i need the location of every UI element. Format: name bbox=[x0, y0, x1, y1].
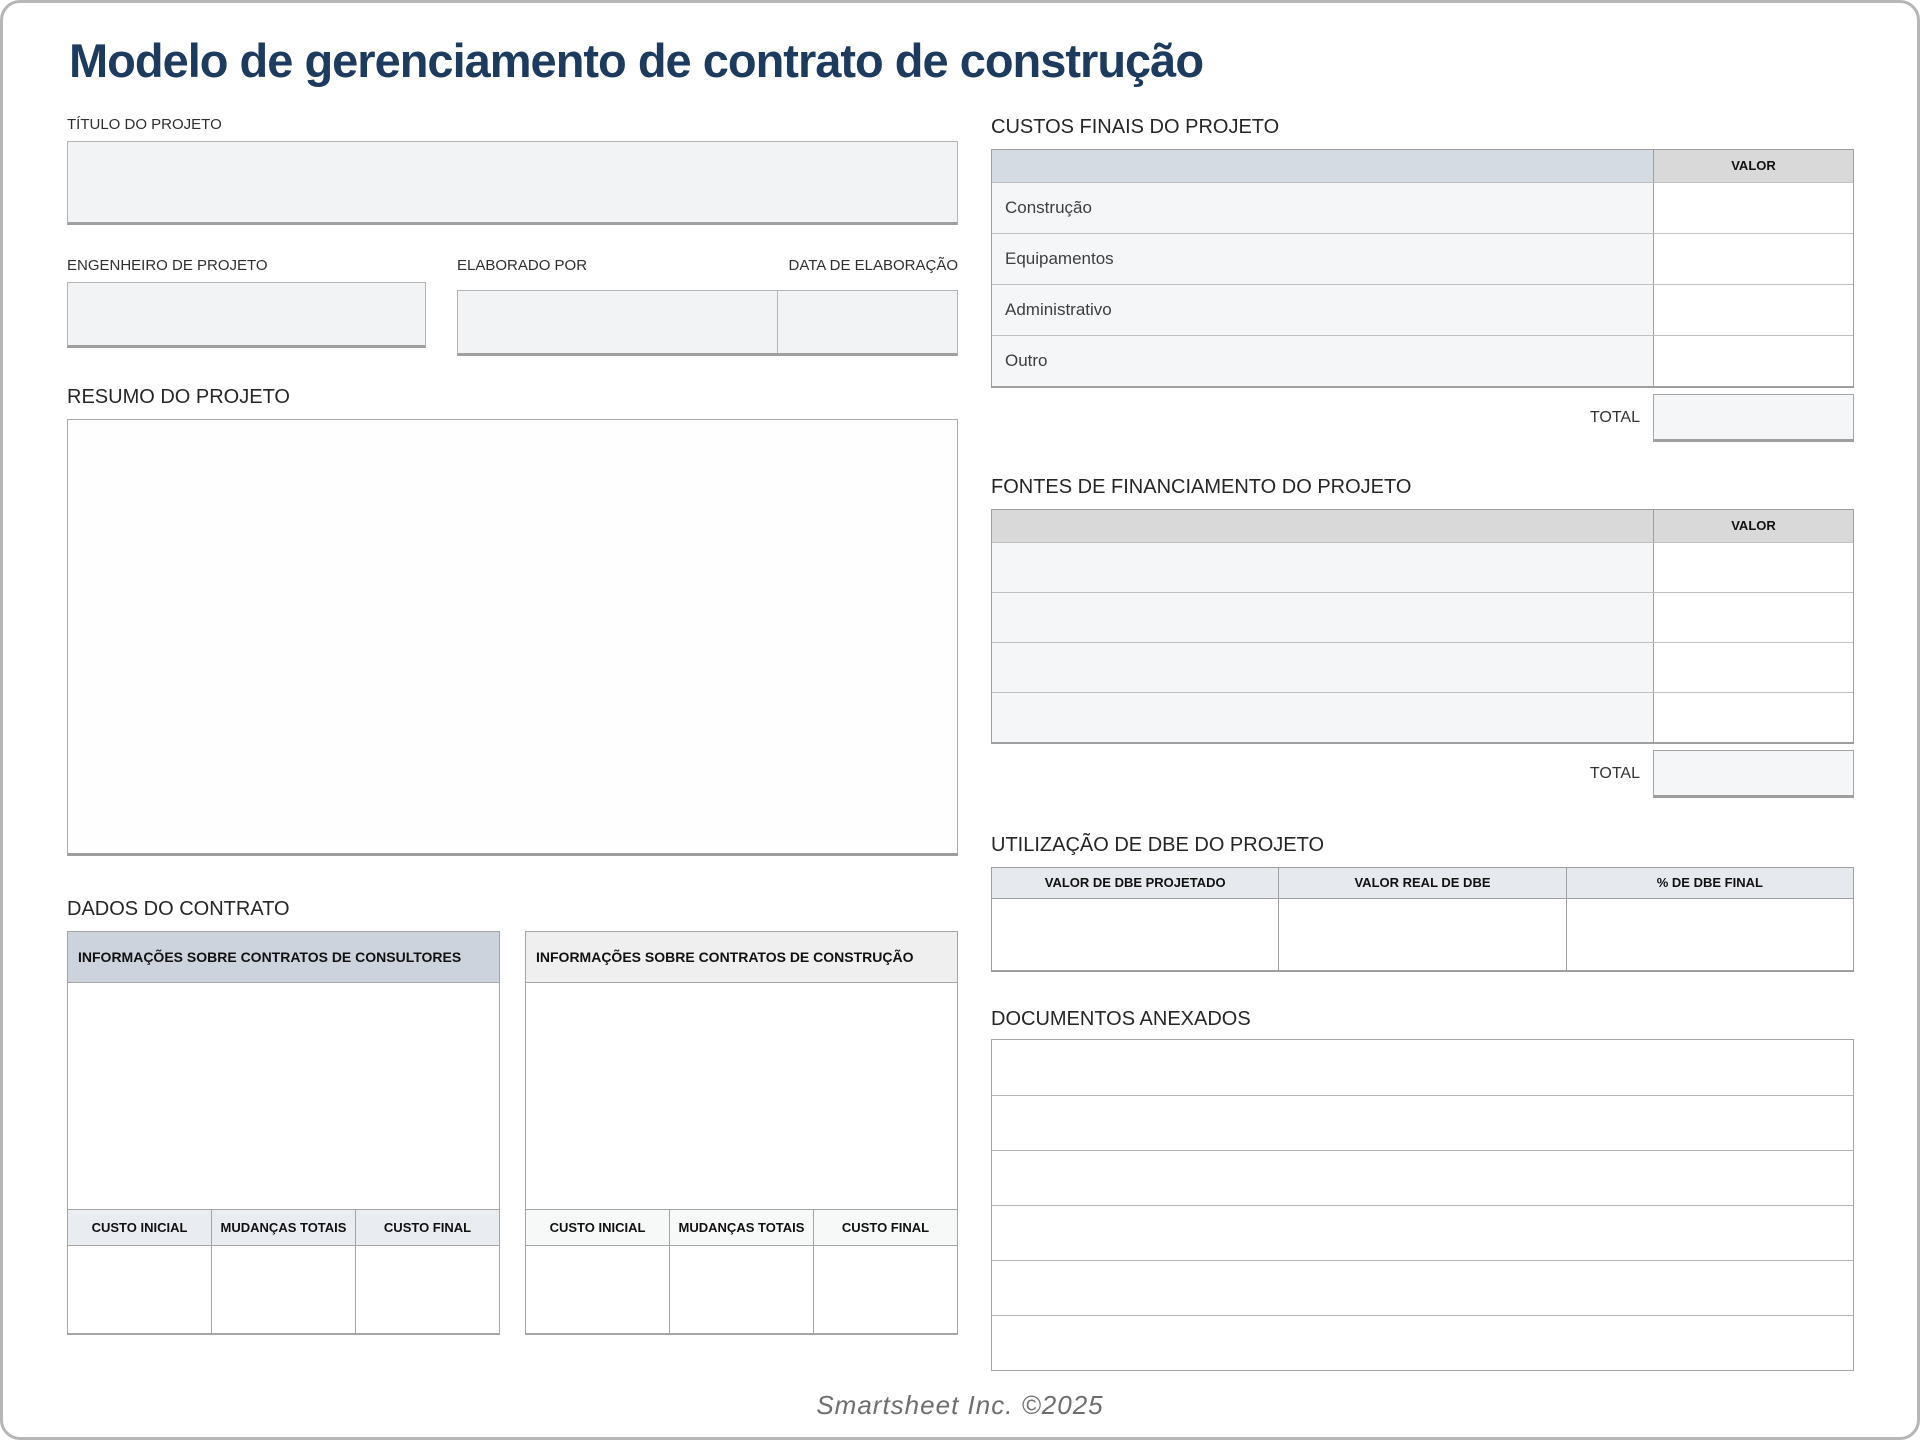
funding-valor-header: VALOR bbox=[1653, 510, 1853, 542]
final-costs-row-label: Administrativo bbox=[992, 285, 1653, 335]
consultant-custo-inicial-cell[interactable] bbox=[68, 1246, 211, 1333]
funding-row bbox=[992, 692, 1853, 742]
engineer-field-group bbox=[67, 257, 426, 356]
funding-source-cell[interactable] bbox=[992, 693, 1653, 742]
construction-notes-field[interactable] bbox=[526, 982, 957, 1209]
final-costs-header-spacer bbox=[992, 150, 1653, 182]
project-title-label: TÍTULO DO PROJETO bbox=[67, 116, 222, 133]
dbe-header-row bbox=[992, 868, 1853, 898]
document-row[interactable] bbox=[992, 1260, 1853, 1315]
final-costs-row-value-cell[interactable] bbox=[1653, 234, 1853, 284]
dbe-table bbox=[991, 867, 1854, 972]
dbe-body-row bbox=[992, 898, 1853, 970]
final-costs-row-equipamentos bbox=[992, 233, 1853, 284]
funding-total-field[interactable] bbox=[1653, 750, 1854, 798]
dbe-projetado-cell[interactable] bbox=[992, 899, 1278, 970]
consultant-col-mudancas-totais: MUDANÇAS TOTAIS bbox=[211, 1210, 355, 1245]
final-costs-label: CUSTOS FINAIS DO PROJETO bbox=[991, 116, 1280, 138]
prepared-date-labels bbox=[457, 257, 958, 282]
funding-source-cell[interactable] bbox=[992, 643, 1653, 692]
contract-subtables bbox=[67, 931, 958, 1335]
meta-field-row bbox=[67, 257, 958, 356]
prepared-by-field[interactable] bbox=[458, 291, 778, 353]
funding-value-cell[interactable] bbox=[1653, 593, 1853, 642]
document-row[interactable] bbox=[992, 1205, 1853, 1260]
page-title: Modelo de gerenciamento de contrato de construção bbox=[69, 34, 1204, 87]
consultant-col-custo-inicial: CUSTO INICIAL bbox=[68, 1210, 211, 1245]
prepared-date-box bbox=[457, 290, 958, 356]
construction-col-custo-inicial: CUSTO INICIAL bbox=[526, 1210, 669, 1245]
funding-table bbox=[991, 509, 1854, 744]
funding-total-row bbox=[991, 750, 1854, 798]
final-costs-row-construcao bbox=[992, 182, 1853, 233]
final-costs-valor-header: VALOR bbox=[1653, 150, 1853, 182]
consultant-custo-final-cell[interactable] bbox=[355, 1246, 499, 1333]
document-row[interactable] bbox=[992, 1040, 1853, 1095]
document-row[interactable] bbox=[992, 1315, 1853, 1370]
project-title-field[interactable] bbox=[67, 141, 958, 225]
funding-value-cell[interactable] bbox=[1653, 543, 1853, 592]
prep-date-label: DATA DE ELABORAÇÃO bbox=[788, 257, 958, 274]
funding-header-spacer bbox=[992, 510, 1653, 542]
funding-label: FONTES DE FINANCIAMENTO DO PROJETO bbox=[991, 476, 1412, 498]
prep-date-field[interactable] bbox=[778, 291, 957, 353]
construction-table-header: INFORMAÇÕES SOBRE CONTRATOS DE CONSTRUÇÃO bbox=[526, 932, 957, 982]
final-costs-header-row bbox=[992, 150, 1853, 182]
construction-col-custo-final: CUSTO FINAL bbox=[813, 1210, 957, 1245]
consultant-contracts-table bbox=[67, 931, 500, 1335]
prepared-by-label: ELABORADO POR bbox=[457, 257, 588, 274]
left-column bbox=[67, 116, 958, 1371]
final-costs-row-value-cell[interactable] bbox=[1653, 336, 1853, 386]
consultant-col-custo-final: CUSTO FINAL bbox=[355, 1210, 499, 1245]
construction-cost-cells bbox=[526, 1245, 957, 1333]
consultant-mudancas-totais-cell[interactable] bbox=[211, 1246, 355, 1333]
consultant-notes-field[interactable] bbox=[68, 982, 499, 1209]
construction-custo-final-cell[interactable] bbox=[813, 1246, 957, 1333]
final-costs-row-value-cell[interactable] bbox=[1653, 183, 1853, 233]
final-costs-row-outro bbox=[992, 335, 1853, 386]
funding-row bbox=[992, 642, 1853, 692]
final-costs-row-label: Equipamentos bbox=[992, 234, 1653, 284]
final-costs-row-administrativo bbox=[992, 284, 1853, 335]
construction-col-mudancas-totais: MUDANÇAS TOTAIS bbox=[669, 1210, 813, 1245]
construction-cost-columns bbox=[526, 1209, 957, 1245]
right-column bbox=[991, 116, 1854, 1371]
funding-total-label: TOTAL bbox=[1589, 765, 1640, 782]
construction-contracts-table bbox=[525, 931, 958, 1335]
footer-copyright: Smartsheet Inc. ©2025 bbox=[816, 1390, 1104, 1420]
final-costs-row-label: Outro bbox=[992, 336, 1653, 386]
funding-value-cell[interactable] bbox=[1653, 693, 1853, 742]
contract-data-label: DADOS DO CONTRATO bbox=[67, 898, 290, 920]
final-costs-row-label: Construção bbox=[992, 183, 1653, 233]
dbe-col-projetado-header: VALOR DE DBE PROJETADO bbox=[992, 868, 1278, 898]
construction-custo-inicial-cell[interactable] bbox=[526, 1246, 669, 1333]
dbe-col-pct-header: % DE DBE FINAL bbox=[1566, 868, 1853, 898]
final-costs-row-value-cell[interactable] bbox=[1653, 285, 1853, 335]
page-content bbox=[67, 33, 1854, 1371]
consultant-table-header: INFORMAÇÕES SOBRE CONTRATOS DE CONSULTORES bbox=[68, 932, 499, 982]
final-costs-total-label: TOTAL bbox=[1589, 409, 1640, 426]
construction-mudancas-totais-cell[interactable] bbox=[669, 1246, 813, 1333]
documents-table bbox=[991, 1039, 1854, 1371]
two-column-layout bbox=[67, 116, 1854, 1371]
dbe-real-cell[interactable] bbox=[1278, 899, 1565, 970]
document-row[interactable] bbox=[992, 1095, 1853, 1150]
funding-row bbox=[992, 542, 1853, 592]
engineer-field[interactable] bbox=[67, 282, 426, 348]
dbe-col-real-header: VALOR REAL DE DBE bbox=[1278, 868, 1565, 898]
dbe-label: UTILIZAÇÃO DE DBE DO PROJETO bbox=[991, 834, 1325, 856]
final-costs-total-field[interactable] bbox=[1653, 394, 1854, 442]
final-costs-table bbox=[991, 149, 1854, 388]
funding-source-cell[interactable] bbox=[992, 543, 1653, 592]
consultant-cost-columns bbox=[68, 1209, 499, 1245]
document-row[interactable] bbox=[992, 1150, 1853, 1205]
funding-row bbox=[992, 592, 1853, 642]
summary-label: RESUMO DO PROJETO bbox=[67, 386, 290, 408]
funding-source-cell[interactable] bbox=[992, 593, 1653, 642]
prepared-date-field-group bbox=[457, 257, 958, 356]
engineer-label: ENGENHEIRO DE PROJETO bbox=[67, 257, 268, 274]
summary-field[interactable] bbox=[67, 419, 958, 856]
dbe-pct-cell[interactable] bbox=[1566, 899, 1853, 970]
documents-label: DOCUMENTOS ANEXADOS bbox=[991, 1008, 1251, 1030]
funding-header-row bbox=[992, 510, 1853, 542]
consultant-cost-cells bbox=[68, 1245, 499, 1333]
funding-value-cell[interactable] bbox=[1653, 643, 1853, 692]
final-costs-total-row bbox=[991, 394, 1854, 442]
